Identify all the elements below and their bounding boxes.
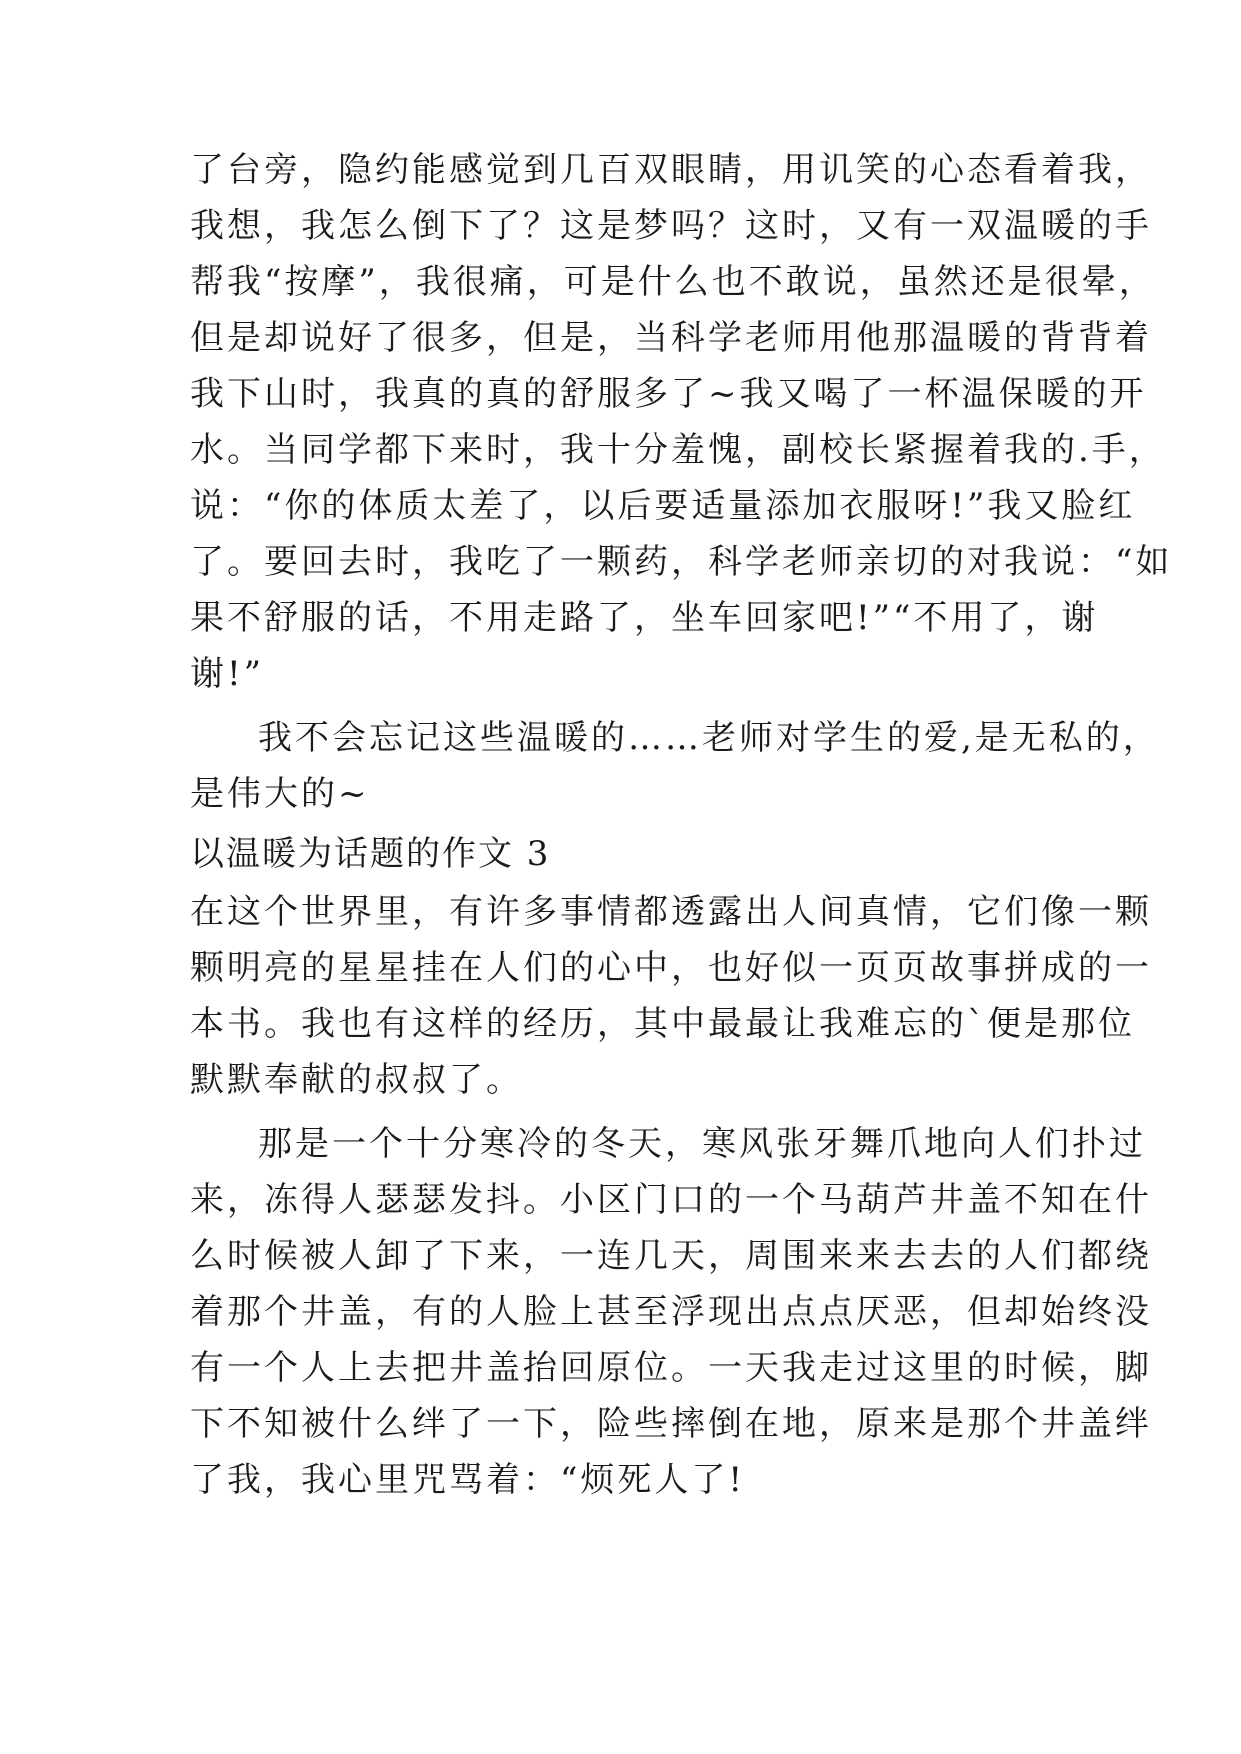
paragraph-line: 默默奉献的叔叔了。 <box>190 1060 523 1100</box>
paragraph-line: 下不知被什么绊了一下，险些摔倒在地，原来是那个井盖绊 <box>190 1404 1152 1444</box>
paragraph-line: 是伟大的~ <box>190 774 370 814</box>
paragraph-line: 本书。我也有这样的经历，其中最最让我难忘的`便是那位 <box>190 1004 1135 1044</box>
paragraph-line: 那是一个十分寒冷的冬天，寒风张牙舞爪地向人们扑过 <box>258 1124 1146 1164</box>
section-title: 以温暖为话题的作文 3 <box>190 834 551 874</box>
paragraph-line: 谢!” <box>190 654 265 694</box>
paragraph-line: 有一个人上去把井盖抬回原位。一天我走过这里的时候，脚 <box>190 1348 1152 1388</box>
paragraph-line: 帮我“按摩”，我很痛，可是什么也不敢说，虽然还是很晕， <box>190 262 1156 302</box>
paragraph-line: 了。要回去时，我吃了一颗药，科学老师亲切的对我说：“如 <box>190 542 1173 582</box>
paragraph-line: 但是却说好了很多，但是，当科学老师用他那温暖的背背着 <box>190 318 1152 358</box>
paragraph-line: 我想，我怎么倒下了？这是梦吗？这时，又有一双温暖的手 <box>190 206 1152 246</box>
paragraph-line: 我不会忘记这些温暖的……老师对学生的爱,是无私的， <box>258 718 1160 758</box>
paragraph-line: 着那个井盖，有的人脸上甚至浮现出点点厌恶，但却始终没 <box>190 1292 1152 1332</box>
paragraph-line: 颗明亮的星星挂在人们的心中，也好似一页页故事拼成的一 <box>190 948 1152 988</box>
paragraph-line: 来，冻得人瑟瑟发抖。小区门口的一个马葫芦井盖不知在什 <box>190 1180 1152 1220</box>
paragraph-line: 了我，我心里咒骂着：“烦死人了! <box>190 1460 746 1500</box>
paragraph-line: 果不舒服的话，不用走路了，坐车回家吧!”“不用了，谢 <box>190 598 1099 638</box>
paragraph-line: 在这个世界里，有许多事情都透露出人间真情，它们像一颗 <box>190 892 1152 932</box>
paragraph-line: 么时候被人卸了下来，一连几天，周围来来去去的人们都绕 <box>190 1236 1152 1276</box>
paragraph-line: 水。当同学都下来时，我十分羞愧，副校长紧握着我的.手， <box>190 430 1166 470</box>
paragraph-line: 说：“你的体质太差了，以后要适量添加衣服呀!”我又脸红 <box>190 486 1136 526</box>
paragraph-line: 了台旁，隐约能感觉到几百双眼睛，用讥笑的心态看着我， <box>190 150 1152 190</box>
paragraph-line: 我下山时，我真的真的舒服多了~我又喝了一杯温保暖的开 <box>190 374 1147 414</box>
